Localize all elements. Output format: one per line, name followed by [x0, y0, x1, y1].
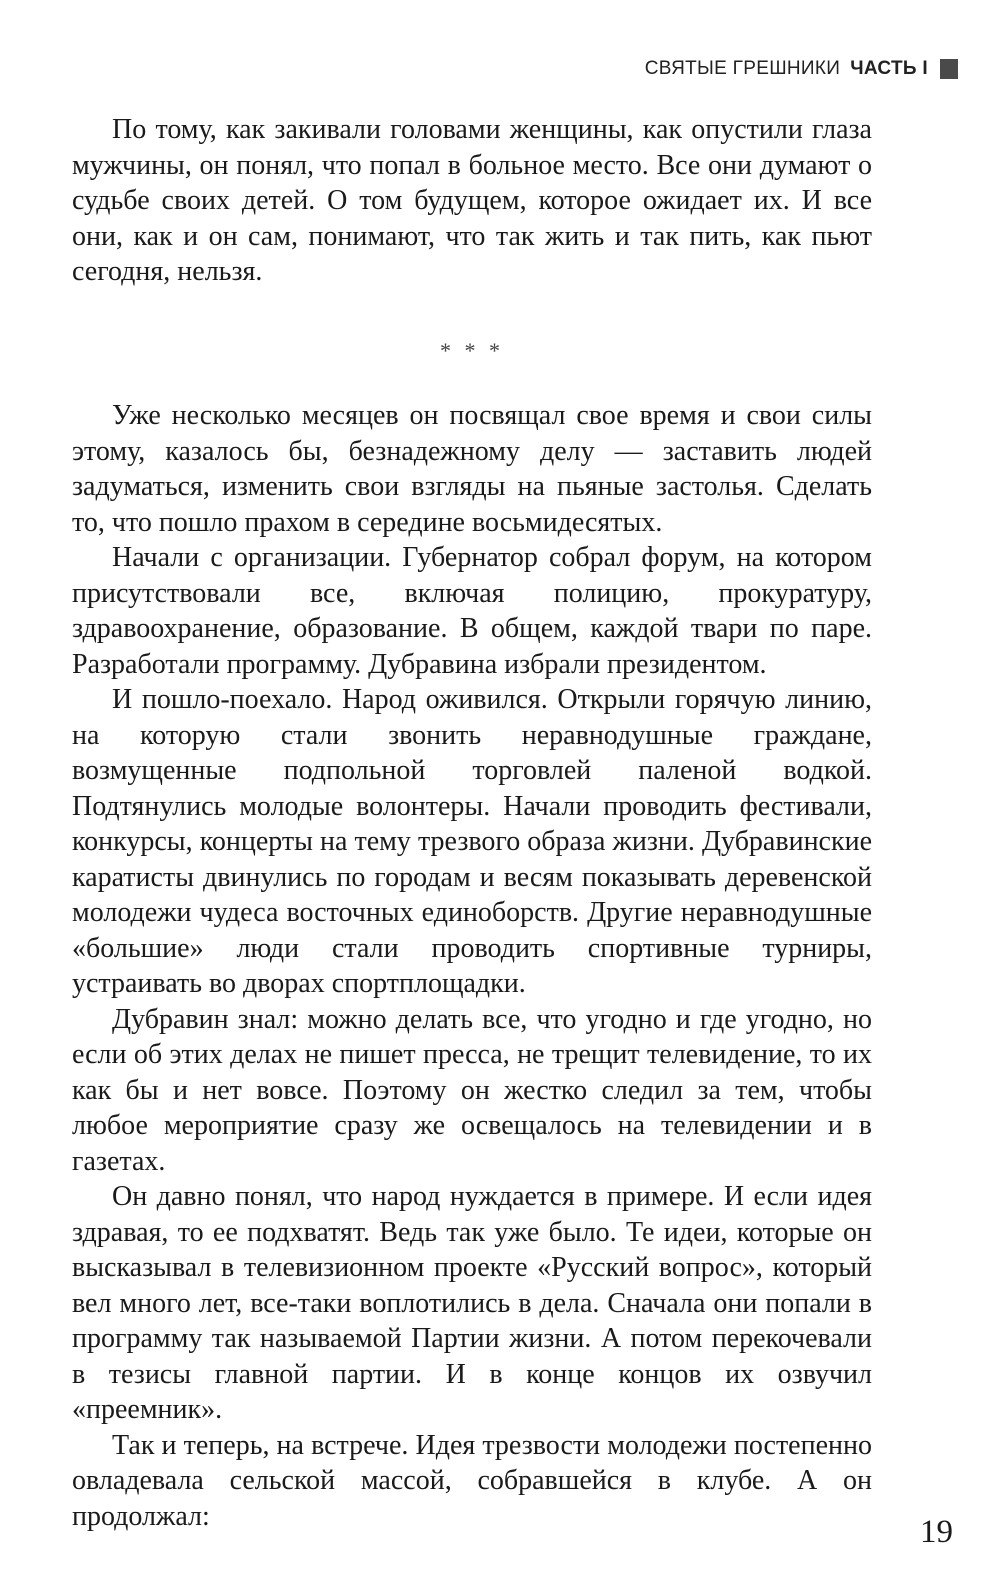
book-title: СВЯТЫЕ ГРЕШНИКИ — [644, 58, 841, 79]
page-number: 19 — [920, 1514, 953, 1550]
body-text — [72, 112, 872, 1534]
paragraph: Уже несколько месяцев он посвящал свое время и свои силы этому, казалось бы, безнадежному делу — заставить людей задуматься, изменить свои взгляды на пьяные застолья. Сделать то, что пошло прахом в середине восьмидесятых. — [72, 400, 872, 538]
paragraph: По тому, как закивали головами женщины, как опустили глаза мужчины, он понял, что попал в больное место. Все они думают о судьбе своих детей. О том будущем, которое ожидает их. И все они, как и он сам, понимают, что так жить и так пить, как пьют сегодня, нельзя. — [72, 114, 872, 287]
running-header — [645, 58, 958, 80]
section-separator: * * * — [440, 337, 504, 363]
paragraph: Так и теперь, на встрече. Идея трезвости молодежи постепенно овладевала сельской массой, собравшейся в клубе. А он продолжал: — [72, 1429, 872, 1532]
paragraph: Начали с организации. Губернатор собрал форум, на котором присутствовали все, включая полицию, прокуратуру, здравоохранение, образование. В общем, каждой твари по паре. Разработали программу. Дубравина избрали президентом. — [72, 542, 872, 680]
part-label: ЧАСТЬ I — [850, 58, 928, 79]
paragraph: Дубравин знал: можно делать все, что угодно и где угодно, но если об этих делах не пишет пресса, не трещит телевидение, то их как бы и нет вовсе. Поэтому он жестко следил за тем, чтобы любое мероприятие сразу же освещалось на телевидении и в газетах. — [72, 1003, 872, 1177]
paragraph: Он давно понял, что народ нуждается в примере. И если идея здравая, то ее подхватят. Ведь так уже было. Те идеи, которые он высказывал в телевизионном проекте «Русский вопрос», который вел много лет, все-таки воплотились в дела. Сначала они попали в программу так называемой Партии жизни. А потом перекочевали в тезисы главной партии. И в конце концов их озвучил «преемник». — [72, 1181, 872, 1425]
paragraph: И пошло-поехало. Народ оживился. Открыли горячую линию, на которую стали звонить неравнодушные граждане, возмущенные подпольной торговлей паленой водкой. Подтянулись молодые волонтеры. Начали проводить фестивали, конкурсы, концерты на тему трезвого образа жизни. Дубравинские каратисты двинулись по городам и весям показывать деревенской молодежи чудеса восточных единоборств. Другие неравнодушные «большие» люди стали проводить спортивные турниры, устраивать во дворах спортплощадки. — [72, 684, 872, 999]
header-marker-icon — [940, 59, 958, 79]
